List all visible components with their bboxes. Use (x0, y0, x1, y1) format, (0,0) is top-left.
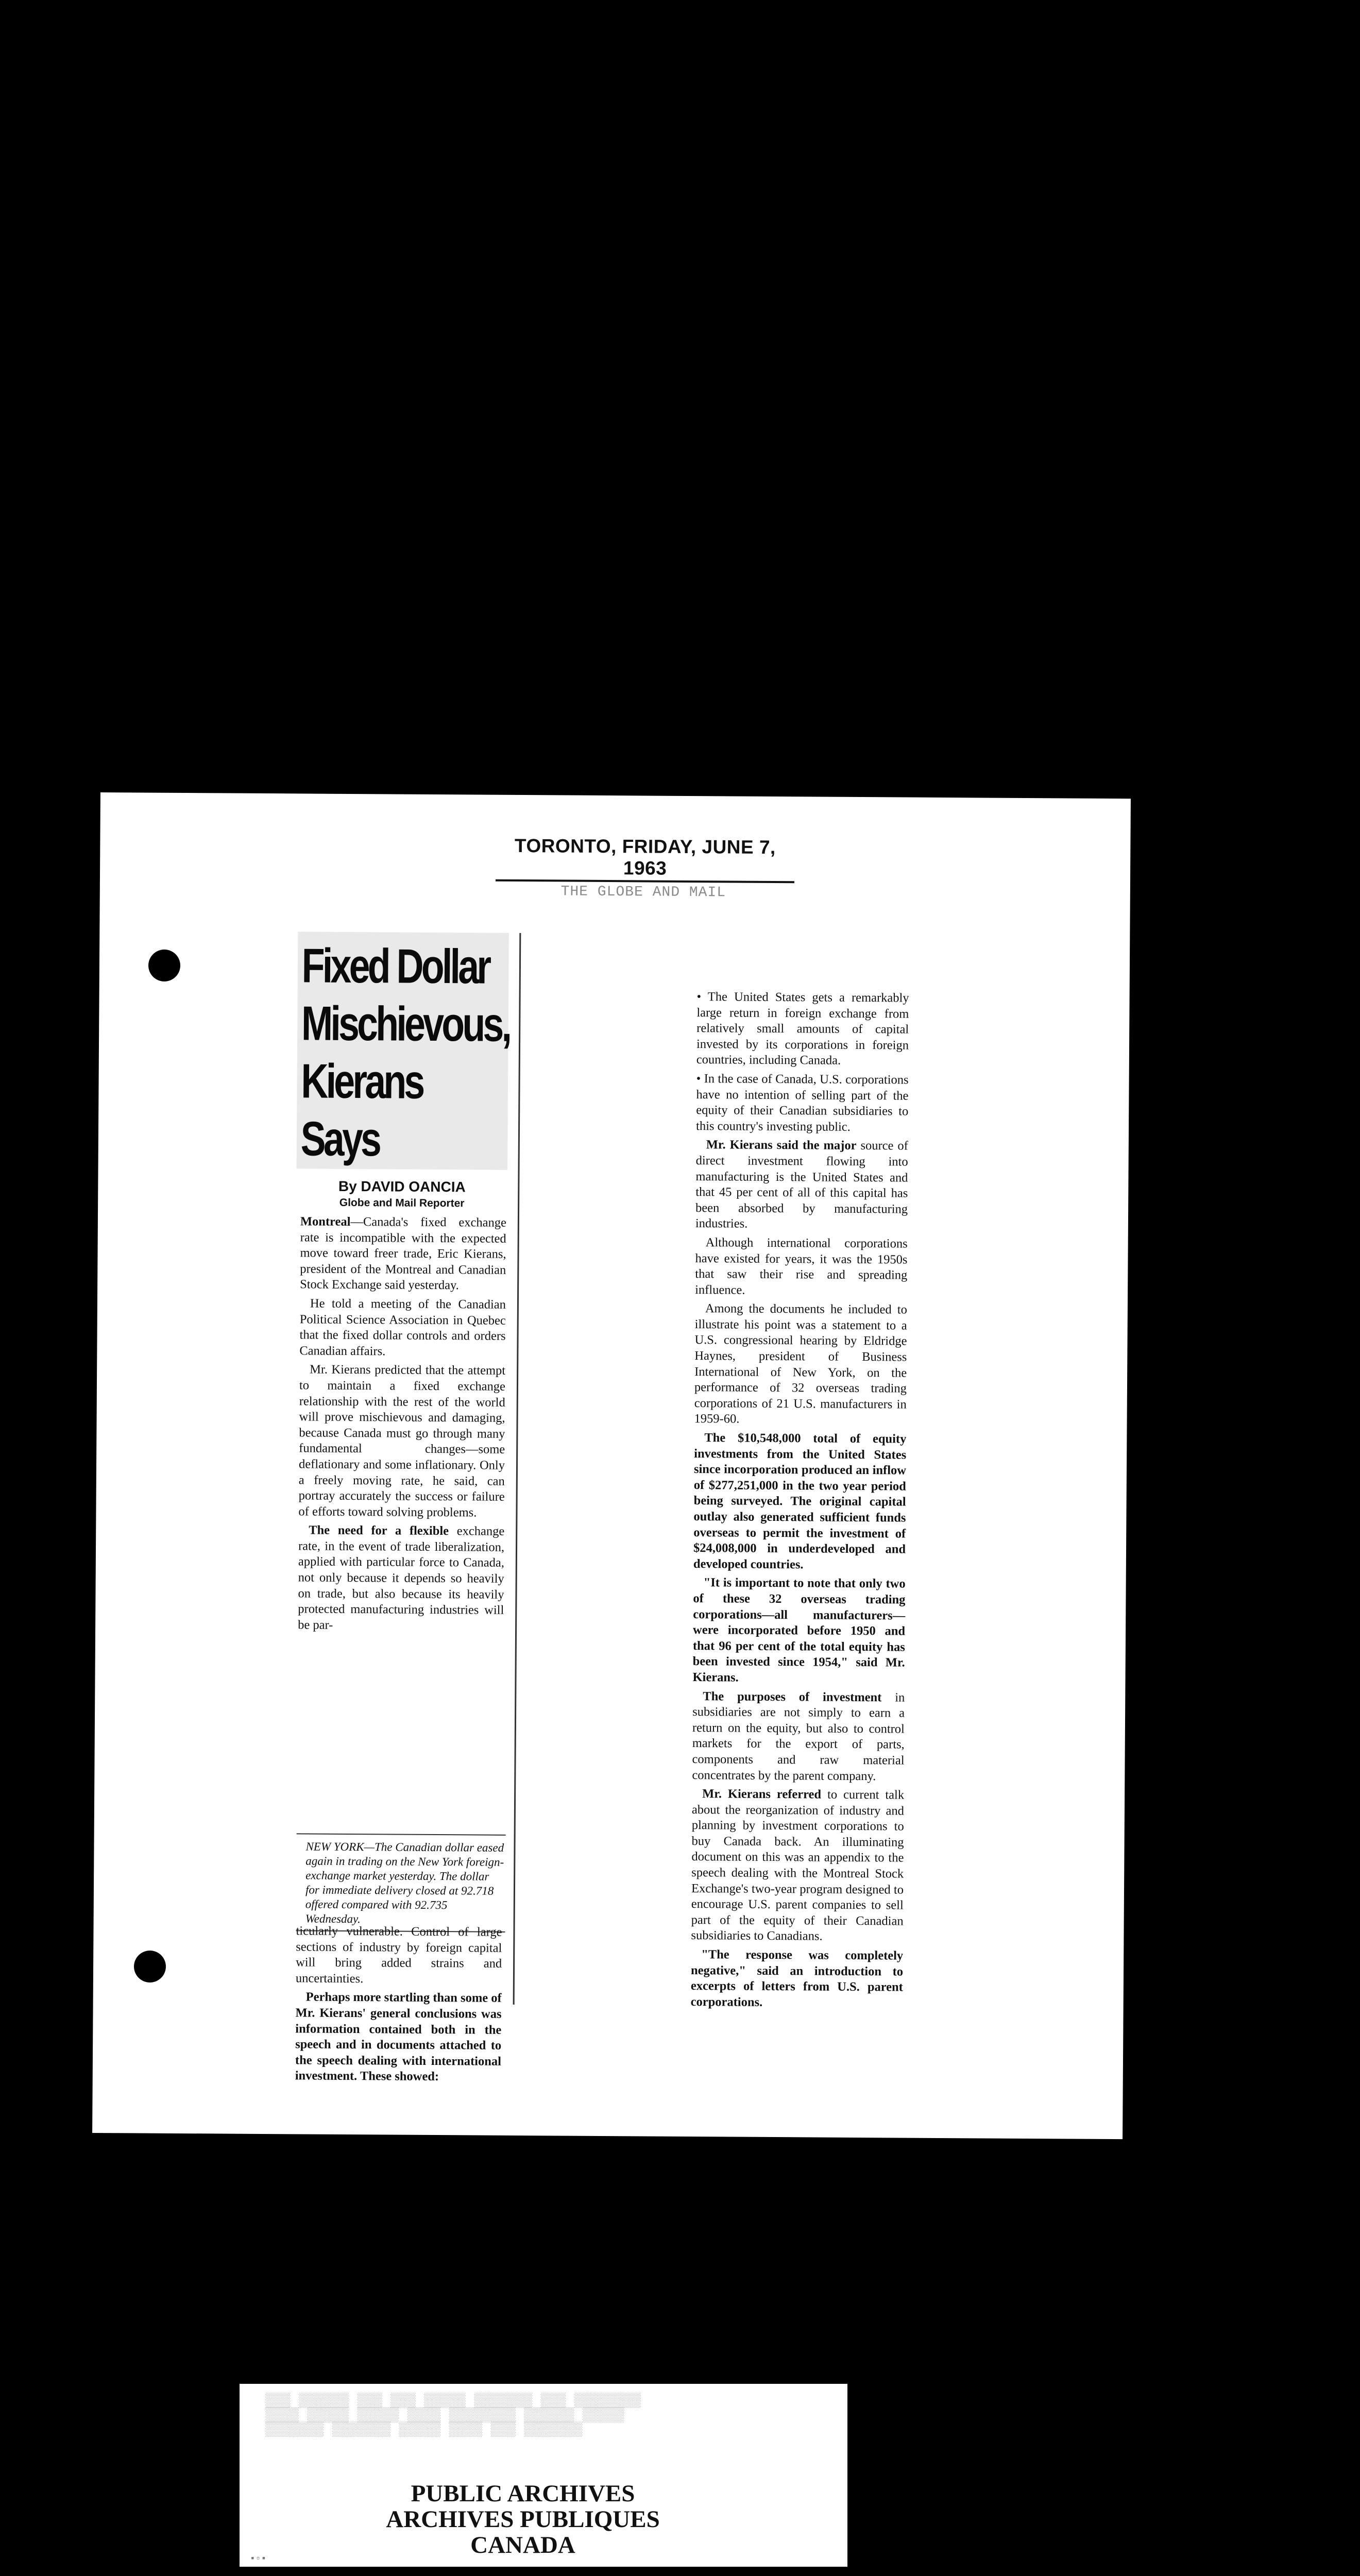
headline-line-1: Fixed Dollar (301, 938, 489, 994)
archives-line-3: CANADA (470, 2532, 575, 2558)
paragraph: Mr. Kierans said the major source of direct investment flowing into manufacturing is the United States and that 45 per cent of all of this capital has been absorbed by manufacturing industries. (695, 1138, 908, 1231)
right-body (691, 989, 909, 2014)
archives-line-1: PUBLIC ARCHIVES (411, 2480, 635, 2507)
dateline: TORONTO, FRIDAY, JUNE 7, 1963 (496, 835, 795, 884)
corner-mark: ▪▫▪ (250, 2554, 267, 2564)
article-right-column (690, 989, 913, 2145)
bullet-item: • The United States gets a remarkably large return in foreign exchange from relatively small amounts of capital invested by its corporations in foreign countries, including Canada. (696, 990, 909, 1068)
byline-role: Globe and Mail Reporter (339, 1196, 465, 1210)
clipping-sheet (92, 792, 1131, 2139)
paragraph: Although international corporations have existed for years, it was the 1950s that saw their rise and spreading influence. (695, 1235, 908, 1297)
article-left-column (292, 931, 521, 2084)
faded-typed-text: ▒▒▒ ▒▒▒▒▒▒ ▒▒▒ ▒▒▒ ▒▒▒▒▒ ▒▒▒▒▒▒▒ ▒▒▒ ▒▒▒▒▒▒▒▒ ▒▒▒▒ ▒▒▒▒▒ ▒▒▒▒▒ ▒▒▒▒ ▒▒▒▒▒▒▒▒ ▒▒▒▒▒▒ ▒▒▒▒▒ ▒▒▒▒▒▒▒ ▒▒▒▒▒▒▒ ▒▒▒▒▒ ▒▒▒▒ ▒▒▒ ▒▒▒▒▒▒▒ (265, 2394, 641, 2438)
paragraph: Perhaps more startling than some of Mr. Kierans' general conclusions was information contained both in the speech and in documents attached to the speech dealing with international investment. These showed: (295, 1990, 502, 2084)
paragraph: "The response was completely negative," said an introduction to excerpts of letters from U.S. parent corporations. (690, 1947, 904, 2009)
archives-stamp (240, 2384, 847, 2567)
paragraph: He told a meeting of the Canadian Political Science Association in Quebec that the fixed dollar controls and orders Canadian affairs. (299, 1296, 506, 1359)
bullet-item: • In the case of Canada, U.S. corporations have no intention of selling part of the equity of their Canadian subsidiaries to this country's investing public. (695, 1072, 909, 1134)
paragraph: Montreal—Canada's fixed exchange rate is incompatible with the expected move toward freer trade, Eric Kierans, president of the Montreal and Canadian Stock Exchange said yesterday. (300, 1214, 506, 1293)
paragraph: ticularly vulnerable. Control of large sections of industry by foreign capital will bring added strains and uncertainties. (295, 1924, 502, 1986)
headline (297, 931, 509, 1170)
left-body-bottom (295, 1923, 502, 2088)
paragraph: The $10,548,000 total of equity investments from the United States since incorporation produced an inflow of $277,251,000 in the two year period being surveyed. The original capital outlay also generated sufficient funds overseas to permit the investment of $24,008,000 in underdeveloped and developed countries. (693, 1431, 907, 1572)
archives-label (368, 2481, 677, 2558)
news-insert: NEW YORK—The Canadian dollar eased again in trading on the New York foreign-exchange market yesterday. The dollar for immediate delivery closed at 92.718 offered compared with 92.735 Wednesday. (296, 1833, 506, 1932)
paragraph: The need for a flexible exchange rate, in the event of trade liberalization, applied with particular force to Canada, not only because it depends so heavily on trade, but also because its heavily protected manufacturing industries will be par- (298, 1523, 505, 1632)
punch-hole (148, 950, 180, 981)
headline-line-2: Mischievous, (301, 996, 510, 1052)
byline: By DAVID OANCIA (338, 1178, 466, 1195)
left-body-top (298, 1214, 506, 1637)
paragraph: Mr. Kierans referred to current talk about the reorganization of industry and planning by investment corporations to buy Canada back. An illuminating document on this was an appendix to the speech dealing with the Montreal Stock Exchange's two-year program designed to encourage U.S. parent companies to sell part of the equity of their Canadian subsidiaries to Canadians. (691, 1787, 905, 1944)
punch-hole (134, 1951, 166, 1982)
headline-line-3: Kierans Says (300, 1054, 423, 1166)
archives-line-2: ARCHIVES PUBLIQUES (386, 2506, 660, 2533)
paragraph: "It is important to note that only two of these 32 overseas trading corporations—all manufacturers—were incorporated before 1950 and that 96 per cent of the total equity has been invested since 1954," said Mr. Kierans. (692, 1575, 906, 1685)
paragraph: Mr. Kierans predicted that the attempt to maintain a fixed exchange relationship with the rest of the world will prove mischievous and damaging, because Canada must go through many fundamental changes—some deflationary and some inflationary. Only a freely moving rate, he said, can portray accurately the success or failure of efforts toward solving problems. (298, 1362, 506, 1520)
paragraph: The purposes of investment in subsidiaries are not simply to earn a return on the equity, but also to control markets for the export of parts, components and raw material concentrates by the parent company. (692, 1689, 905, 1783)
newspaper-name: THE GLOBE AND MAIL (560, 884, 726, 901)
paragraph: Among the documents he included to illustrate his point was a statement to a U.S. congressional hearing by Eldridge Haynes, president of Business International of New York, on the performance of 32 overseas trading corporations of 21 U.S. manufacturers in 1959-60. (694, 1301, 907, 1427)
